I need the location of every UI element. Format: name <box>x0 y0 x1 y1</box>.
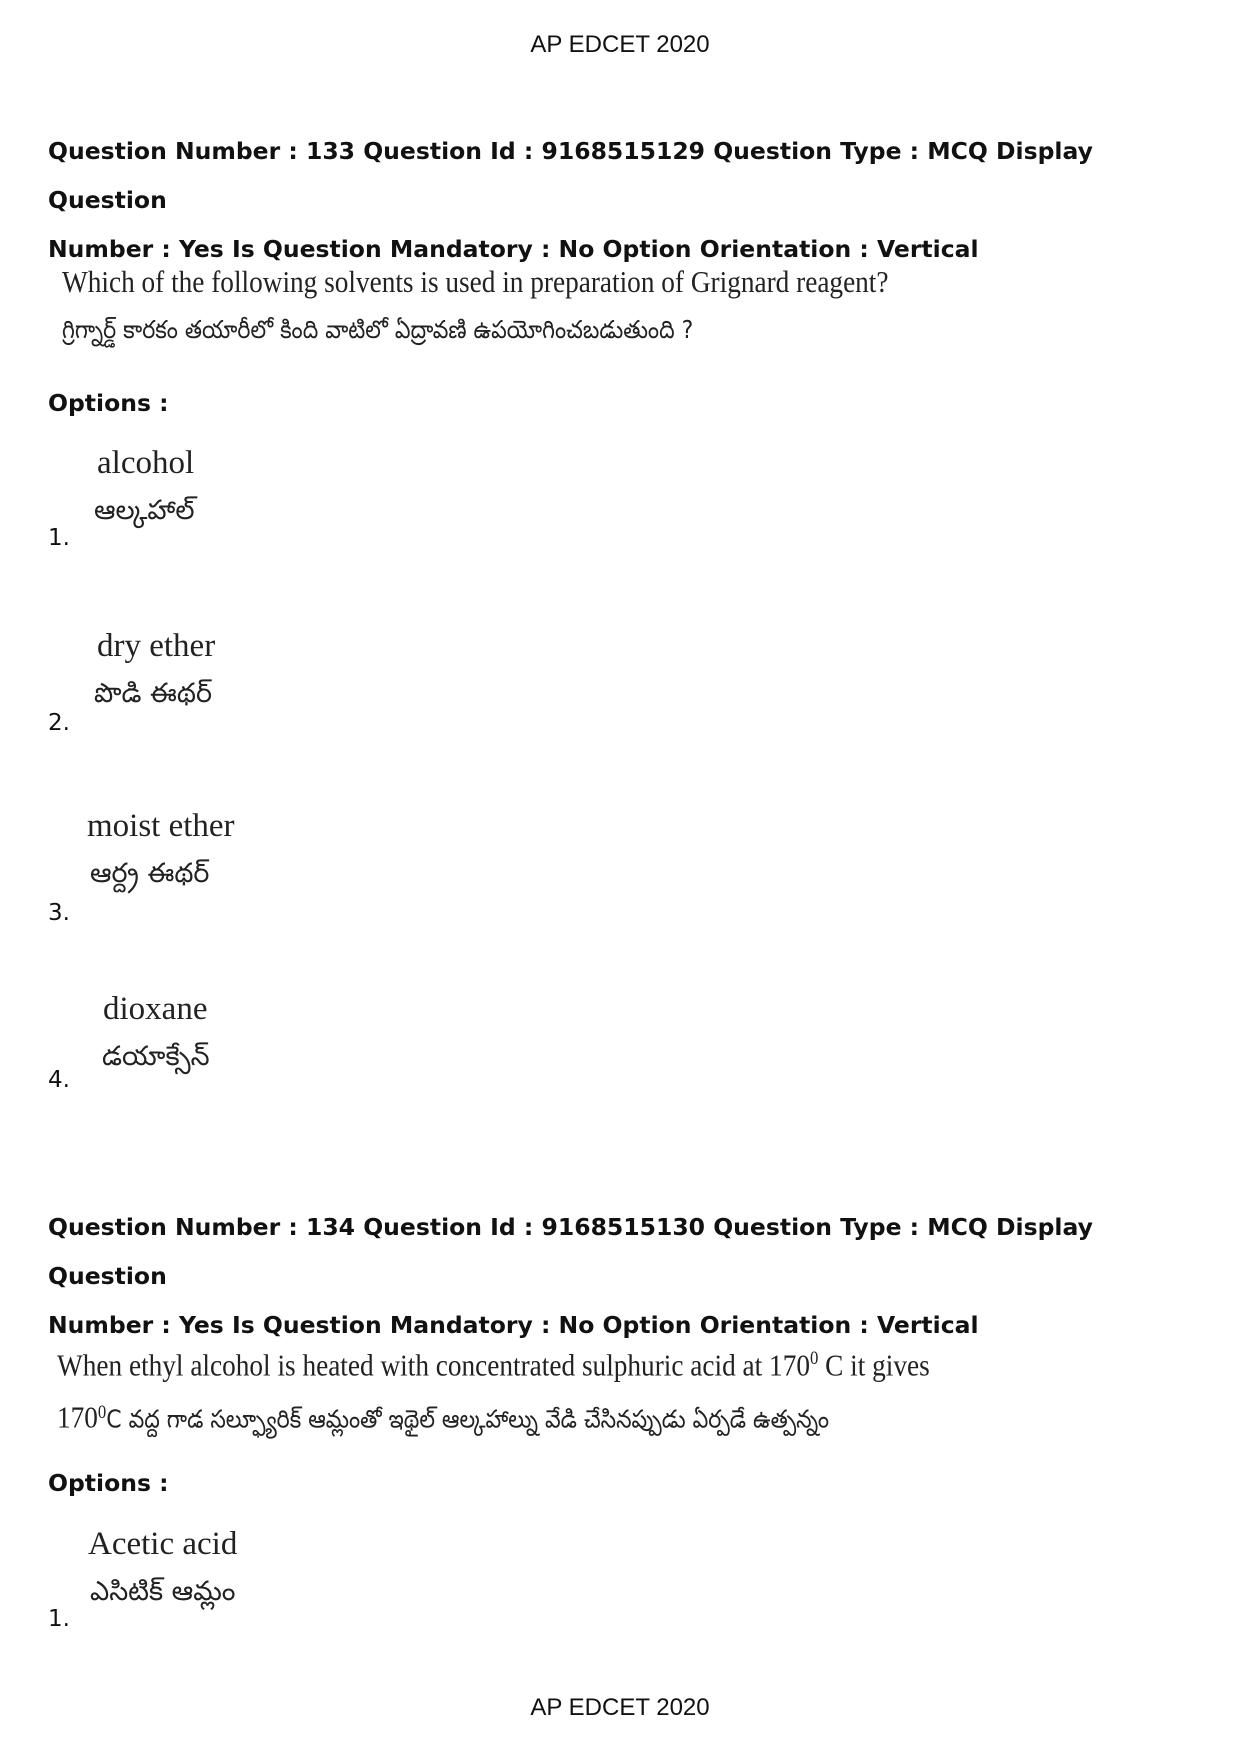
option-number: 3. <box>48 900 70 926</box>
option-text-telugu: డయాక్సేన్ <box>102 1041 210 1072</box>
question-meta <box>48 127 1208 274</box>
option-text-telugu: పొడి ఈథర్ <box>94 678 212 709</box>
option-text-english: Acetic acid <box>88 1526 238 1562</box>
question-meta-line: Question Number : 134 Question Id : 9168515130 Question Type : MCQ Display Question <box>48 1213 1093 1290</box>
question-text <box>62 258 888 354</box>
option-1[interactable] <box>48 1526 648 1632</box>
page-footer: AP EDCET 2020 <box>530 1694 710 1721</box>
question-meta-line: Question Number : 133 Question Id : 9168515129 Question Type : MCQ Display Question <box>48 137 1093 214</box>
question-text-english <box>57 1335 930 1389</box>
option-text-english: dioxane <box>103 991 208 1027</box>
question-meta-line: Number : Yes Is Question Mandatory : No Option Orientation : Vertical <box>48 235 979 263</box>
option-text-telugu: ఆర్ద్ర ఈథర్ <box>90 858 210 889</box>
option-1[interactable] <box>48 445 648 551</box>
option-text-english: moist ether <box>87 808 235 844</box>
question-text-english: Which of the following solvents is used in preparation of Grignard reagent? <box>62 264 889 299</box>
option-3[interactable] <box>48 808 648 926</box>
options-label: Options : <box>48 389 169 417</box>
question-text-telugu-main: C వద్ద గాడ సల్ఫ్యూరిక్ ఆమ్లంతో ఇథైల్ ఆల్కహాల్ను వేడి చేసినప్పుడు ఏర్పడే ఉత్పన్నం <box>106 1404 829 1434</box>
degree-superscript: 0 <box>809 1348 819 1369</box>
option-4[interactable] <box>48 991 648 1091</box>
option-text-english: dry ether <box>97 628 216 664</box>
option-text-telugu: ఆల్కహాల్ <box>94 495 195 526</box>
option-number: 1. <box>48 525 70 551</box>
question-text <box>57 1335 930 1444</box>
option-text-english: alcohol <box>97 445 195 481</box>
question-text-english-tail: C it gives <box>818 1347 930 1383</box>
page-header: AP EDCET 2020 <box>530 31 710 58</box>
question-meta-line: Number : Yes Is Question Mandatory : No Option Orientation : Vertical <box>48 1311 979 1339</box>
option-text-telugu: ఎసిటిక్ ఆమ్లం <box>90 1576 236 1607</box>
temperature-value: 170 <box>57 1399 98 1435</box>
option-number: 4. <box>48 1067 70 1093</box>
question-text-telugu <box>57 1389 930 1443</box>
option-number: 2. <box>48 710 70 736</box>
option-2[interactable] <box>48 628 648 736</box>
question-meta <box>48 1203 1208 1350</box>
degree-superscript: 0 <box>97 1402 107 1424</box>
question-text-telugu: గ్రిగ్నార్డ్ కారకం తయారీలో కింది వాటిలో ఏద్రావణి ఉపయోగించబడుతుంది ? <box>62 315 694 344</box>
options-label: Options : <box>48 1469 169 1497</box>
option-number: 1. <box>48 1606 70 1632</box>
question-text-english-main: When ethyl alcohol is heated with concentrated sulphuric acid at 170 <box>57 1347 810 1383</box>
